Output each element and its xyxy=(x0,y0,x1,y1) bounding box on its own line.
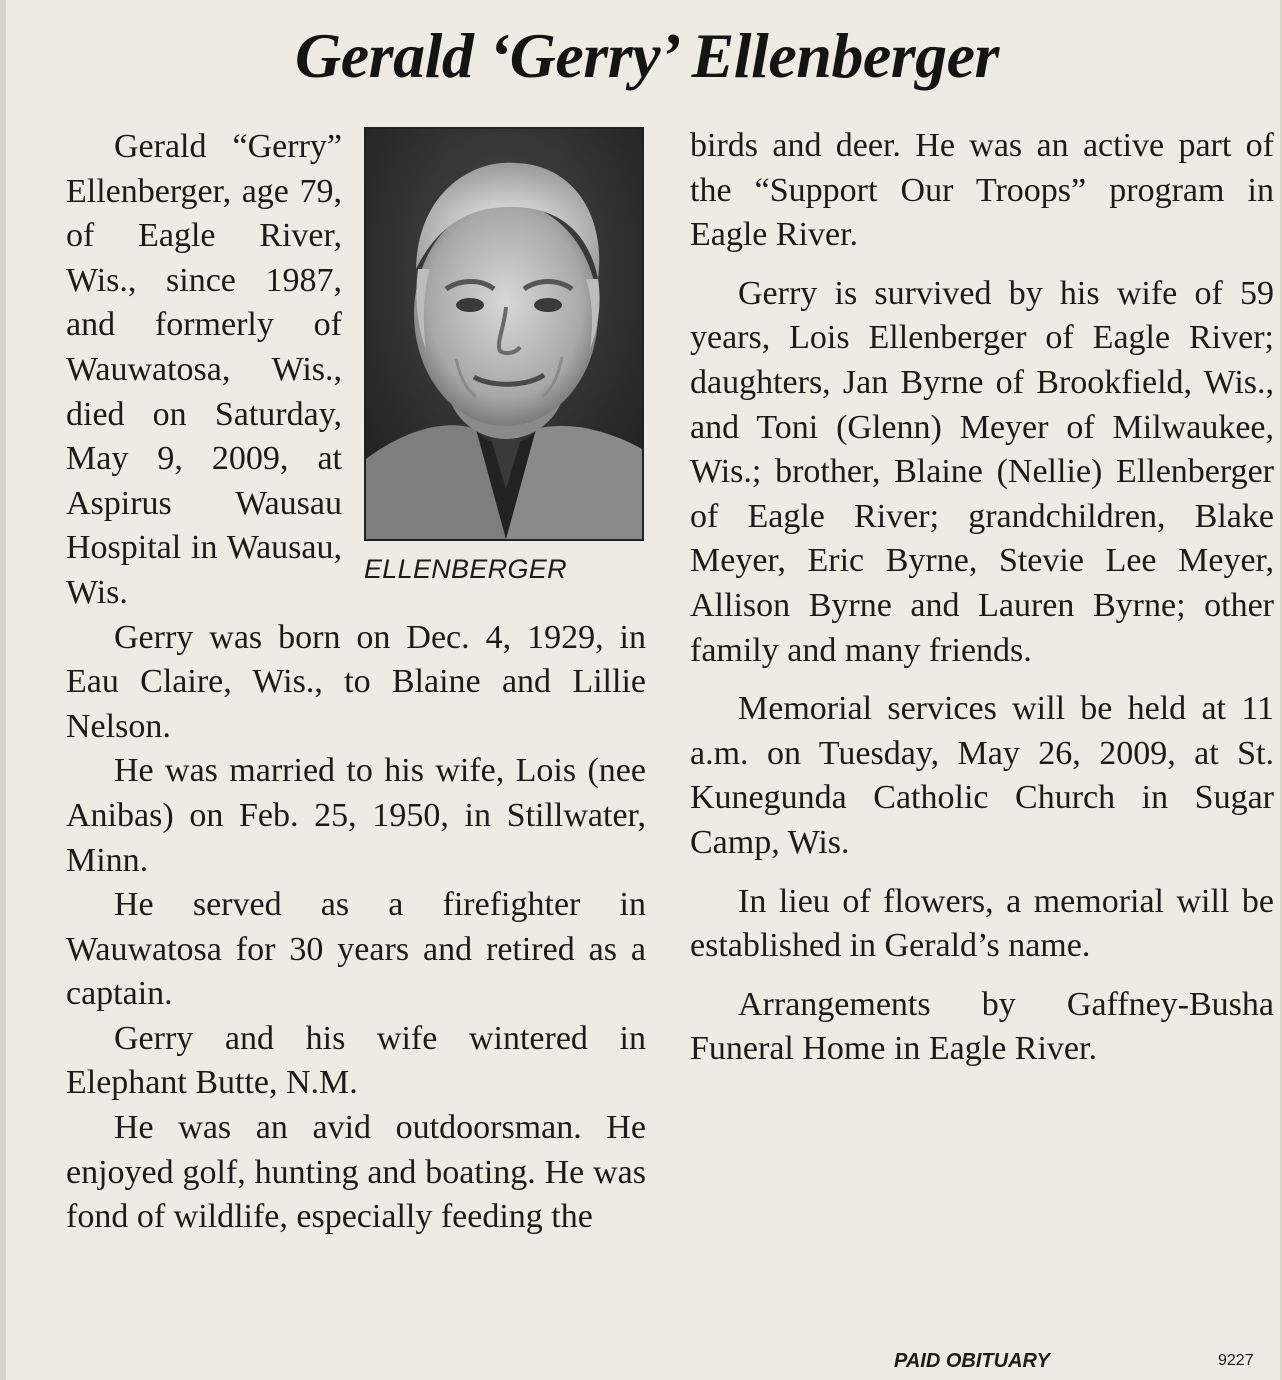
portrait-photo xyxy=(364,127,644,541)
portrait-block xyxy=(364,127,646,597)
obituary-paragraph: birds and deer. He was an active part of the “Support Our Troops” program in Eagle River. xyxy=(690,127,1274,254)
obituary-paragraph: Gerry and his wife wintered in Elephant Butte, N.M. xyxy=(66,1019,646,1102)
ad-code: 9227 xyxy=(1218,1352,1254,1369)
obituary-paragraph: Gerry is survived by his wife of 59 years, Lois Ellenberger of Eagle River; daughters, Jan Byrne of Brookfield, Wis., and Toni (Glenn) Meyer of Milwaukee, Wis.; brother, Blaine (Nellie) Ellenberger of Eagle River; grandchildren, Blake Meyer, Eric Byrne, Stevie Lee Meyer, Allison Byrne and Lauren Byrne; other family and many friends. xyxy=(690,274,1274,669)
headline: Gerald ‘Gerry’ Ellenberger xyxy=(295,20,999,91)
photo-caption: ELLENBERGER xyxy=(364,554,567,584)
obituary-paragraph: In lieu of flowers, a memorial will be established in Gerald’s name. xyxy=(690,882,1274,965)
obituary-paragraph: Arrangements by Gaffney-Busha Funeral Home in Eagle River. xyxy=(690,985,1274,1068)
left-column xyxy=(66,125,646,1240)
right-column xyxy=(690,124,1274,1072)
obituary-paragraph: Gerald “Gerry” Ellenberger, age 79, of Eagle River, Wis., since 1987, and formerly of Wauwatosa, Wis., died on Saturday, May 9, 2009, at Aspirus Wausau Hospital in Wausau, Wis. xyxy=(66,128,342,611)
portrait-image xyxy=(366,129,642,539)
paid-obituary-label: PAID OBITUARY xyxy=(894,1350,1050,1372)
obituary-paragraph: He served as a firefighter in Wauwatosa for 30 years and retired as a captain. xyxy=(66,886,646,1013)
obituary-paragraph: Gerry was born on Dec. 4, 1929, in Eau Claire, Wis., to Blaine and Lillie Nelson. xyxy=(66,618,646,745)
obituary-paragraph: Memorial services will be held at 11 a.m. on Tuesday, May 26, 2009, at St. Kunegunda Catholic Church in Sugar Camp, Wis. xyxy=(690,690,1274,861)
obituary-paragraph: He was married to his wife, Lois (nee Anibas) on Feb. 25, 1950, in Stillwater, Minn. xyxy=(66,752,646,879)
obituary-paragraph: He was an avid outdoorsman. He enjoyed golf, hunting and boating. He was fond of wildlife, especially feeding the xyxy=(66,1109,646,1236)
